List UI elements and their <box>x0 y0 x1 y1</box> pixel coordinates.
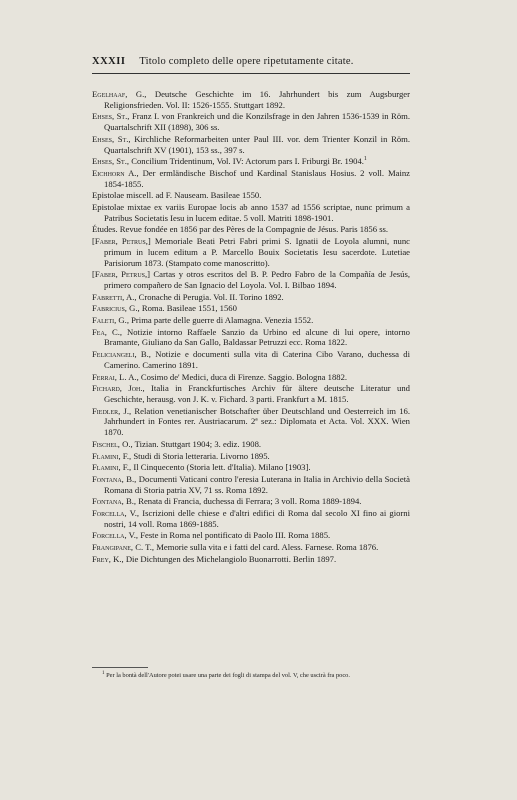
entry-text: Kirchliche Reformarbeiten unter Paul III. vor. dem Trienter Konzil in Röm. Quartalschrift XV (1901), 153 ss., 397 s. <box>104 133 411 155</box>
entry-text: Feste in Roma nel pontificato di Paolo III. Roma 1885. <box>138 530 331 541</box>
page-number: XXXII <box>92 56 126 67</box>
entry-text: Documenti Vaticani contro l'eresia Luterana in Italia in Archivio della Società Romana di Storia patria XV, 71 ss. Roma 1892. <box>104 473 410 495</box>
entry-text: Cartas y otros escritos del B. P. Pedro Fabro de la Compañía de Jesús, primero compañero de San Ignacio del Loyola. Vol. I. Bilbao 1894. <box>104 269 410 290</box>
entry-author: Frangipane, C. T., <box>92 542 155 553</box>
entry-author: Feliciangeli, B., <box>92 349 151 360</box>
bibliography-entry <box>92 224 410 235</box>
entry-author: Egelhaaf, G., <box>92 89 147 99</box>
bibliography-list <box>92 89 410 566</box>
bibliography-entry <box>92 508 410 529</box>
entry-author: Forcella, V., <box>92 508 140 519</box>
entry-text: Notizie e documenti sulla vita di Caterina Cibo Varano, duchessa di Camerino. Camerino 1891. <box>104 349 410 370</box>
entry-author: Fabricius, G., <box>92 303 140 314</box>
entry-text: Tizian. Stuttgart 1904; 3. ediz. 1908. <box>132 438 262 449</box>
entry-text: Relation venetianischer Botschafter über Deutschland und Oesterreich im 16. Jahrhundert in Fontes rer. Austriacarum. 2ª sez.: Diplomata et Acta. Vol. XXX. Wien 1870. <box>104 405 411 438</box>
entry-text: Der ermländische Bischof und Kardinal Stanislaus Hosius. 2 voll. Mainz 1854-1855. <box>104 167 411 189</box>
entry-author: Ehses, St., <box>92 133 131 144</box>
bibliography-entry <box>92 327 410 348</box>
entry-author: Flamini, F., <box>92 462 132 473</box>
entry-author: Forcella, V., <box>92 530 139 541</box>
bibliography-entry <box>92 542 410 553</box>
bibliography-entry <box>92 111 410 132</box>
footnote-marker: 1 <box>102 670 105 676</box>
entry-text: Renata di Francia, duchessa di Ferrara; 3 voll. Roma 1889-1894. <box>136 496 362 507</box>
entry-text: Memoriale Beati Petri Fabri primi S. Ignatii de Loyola alumni, nunc primum in lucem editum a P. Marcello Bouix Societatis Iesu sacerdote. Lutetiae Parisiorum 1873. (Stampato come manoscritto). <box>104 236 411 268</box>
bibliography-entry <box>92 451 410 462</box>
entry-author: Frey, K., <box>92 553 124 564</box>
bibliography-entry <box>92 474 410 495</box>
entry-text: Epistolae mixtae ex variis Europae locis ab anno 1537 ad 1556 scriptae, nunc primum a Patribus Societatis Iesu in lucem editae. 5 voll. Matriti 1898-1901. <box>92 202 410 223</box>
bibliography-entry <box>92 554 410 565</box>
entry-author: [Faber, Petrus,] <box>92 269 151 280</box>
running-title: Titolo completo delle opere ripetutamente citate. <box>139 56 354 67</box>
entry-text: Deutsche Geschichte im 16. Jahrhundert bis zum Augsburger Religionsfrieden. Vol. II: 1526-1555. Stuttgart 1892. <box>104 89 411 110</box>
entry-text: Studi di Storia letteraria. Livorno 1895. <box>131 450 270 461</box>
entry-author: Fichard, Joh., <box>92 383 145 394</box>
running-header <box>92 56 410 67</box>
entry-text: Prima parte delle guerre di Alamagna. Venezia 1552. <box>128 315 314 326</box>
entry-author: Fiedler, J., <box>92 405 132 416</box>
entry-author: Ehses, St., <box>92 111 130 122</box>
entry-text: Notizie intorno Raffaele Sanzio da Urbino ed alcune di lui opere, intorno Bramante, Giuliano da San Gallo, Baldassar Petruzzi ecc. Roma 1822. <box>104 326 410 348</box>
bibliography-entry <box>92 496 410 507</box>
entry-text: Études. Revue fondée en 1856 par des Pères de la Compagnie de Jésus. Paris 1856 ss. <box>92 224 389 235</box>
entry-author: Fischel, O., <box>92 438 133 449</box>
bibliography-entry <box>92 530 410 541</box>
bibliography-entry <box>92 190 410 201</box>
bibliography-entry <box>92 292 410 303</box>
entry-author: Fontana, B., <box>92 473 137 484</box>
bibliography-entry <box>92 89 410 110</box>
entry-author: Faleti, G., <box>92 315 129 326</box>
entry-author: Ferrai, L. A., <box>92 371 139 382</box>
bibliography-entry <box>92 315 410 326</box>
footnote-reference: 1 <box>363 156 367 163</box>
bibliography-entry <box>92 349 410 370</box>
entry-text: Roma. Basileae 1551, 1560 <box>139 303 237 314</box>
entry-author: Ehses, St., <box>92 156 130 167</box>
entry-author: Fabretti, A., <box>92 291 137 302</box>
entry-author: Eichhorn A., <box>92 167 139 178</box>
entry-author: Fea, C., <box>92 326 123 337</box>
footnote <box>92 671 410 680</box>
bibliography-entry <box>92 168 410 189</box>
entry-text: Cosimo de' Medici, duca di Firenze. Saggio. Bologna 1882. <box>138 371 348 382</box>
bibliography-entry <box>92 156 410 167</box>
bibliography-entry <box>92 269 410 290</box>
footnote-rule <box>92 667 148 668</box>
entry-text: Die Dichtungen des Michelangiolo Buonarrotti. Berlin 1897. <box>123 553 337 564</box>
bibliography-entry <box>92 372 410 383</box>
entry-author: Fontana, B., <box>92 496 137 507</box>
entry-text: Cronache di Perugia. Vol. II. Torino 1892. <box>136 291 284 302</box>
header-rule <box>92 73 410 74</box>
entry-text: Italia in Franckfurtisches Archiv für ältere deutsche Literatur und Geschichte, herausg. von J. K. v. Fichard. 3 parti. Frankfurt a M. 1815. <box>104 383 410 404</box>
entry-text: Iscrizioni delle chiese e d'altri edifici di Roma dal secolo XI fino ai giorni nostri, 14 voll. Roma 1869-1885. <box>104 508 411 529</box>
bibliography-entry <box>92 202 410 223</box>
entry-author: [Faber, Petrus,] <box>92 236 151 247</box>
bibliography-entry <box>92 134 410 155</box>
bibliography-entry <box>92 303 410 314</box>
entry-text: Concilium Tridentinum, Vol. IV: Actorum pars I. Friburgi Br. 1904. <box>129 156 364 167</box>
entry-text: Memorie sulla vita e i fatti del card. Aless. Farnese. Roma 1876. <box>154 542 379 553</box>
bibliography-entry <box>92 406 410 438</box>
entry-text: Franz I. von Frankreich und die Konzilsfrage in den Jahren 1536-1539 in Röm. Quartalschrift XII (1898), 306 ss. <box>104 111 410 133</box>
entry-author: Flamini, F., <box>92 450 132 461</box>
bibliography-entry <box>92 462 410 473</box>
footnote-text: Per la bontà dell'Autore potei usare una parte dei fogli di stampa del vol. V, che uscirà fra poco. <box>104 672 350 679</box>
bibliography-entry <box>92 383 410 404</box>
bibliography-entry <box>92 236 410 268</box>
entry-text: Il Cinquecento (Storia lett. d'Italia). Milano [1903]. <box>131 462 311 473</box>
bibliography-entry <box>92 439 410 450</box>
entry-text: Epistolae miscell. ad F. Nauseam. Basileae 1550. <box>92 190 262 201</box>
